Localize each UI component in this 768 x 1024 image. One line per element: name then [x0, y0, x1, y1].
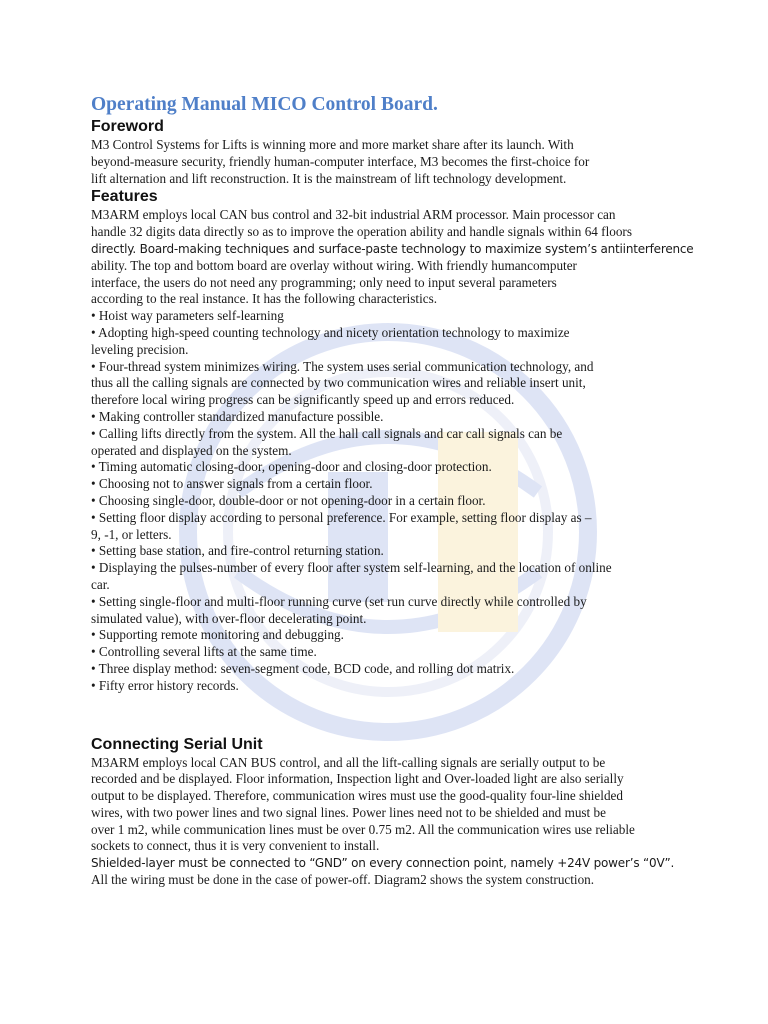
text-line: sockets to connect, thus it is very convenient to install.: [91, 838, 380, 854]
document-content: [91, 93, 694, 889]
text-line: Shielded-layer must be connected to “GND” on every connection point, namely +24V power’s “0V”.: [91, 856, 675, 871]
list-item: • Making controller standardized manufacture possible.: [91, 408, 384, 424]
list-item: • Setting base station, and fire-control returning station.: [91, 543, 384, 559]
list-item: • Setting single-floor and multi-floor running curve (set run curve directly while controlled by: [91, 593, 587, 609]
list-item: operated and displayed on the system.: [91, 442, 292, 458]
list-item: simulated value), with over-floor decelerating point.: [91, 610, 367, 626]
features-paragraph: [91, 207, 694, 308]
text-line: wires, with two power lines and two signal lines. Power lines need not to be shielded and must be: [91, 804, 606, 820]
text-line: output to be displayed. Therefore, communication wires must use the good-quality four-line shielded: [91, 788, 623, 804]
text-line: handle 32 digits data directly so as to improve the operation ability and handle signals within 64 floors: [91, 224, 632, 240]
text-line: All the wiring must be done in the case of power-off. Diagram2 shows the system construction.: [91, 872, 595, 888]
section-heading-features: Features: [91, 188, 158, 206]
list-item: • Controlling several lifts at the same time.: [91, 644, 317, 660]
list-item: 9, -1, or letters.: [91, 526, 172, 542]
list-item: • Timing automatic closing-door, opening-door and closing-door protection.: [91, 459, 492, 475]
list-item: car.: [91, 576, 110, 592]
list-item: • Choosing not to answer signals from a certain floor.: [91, 476, 373, 492]
section-heading-foreword: Foreword: [91, 118, 164, 135]
text-line: recorded and be displayed. Floor information, Inspection light and Over-loaded light are also serially: [91, 771, 624, 787]
text-line: M3 Control Systems for Lifts is winning more and more market share after its launch. With: [91, 137, 574, 152]
section-heading-connecting-serial-unit: Connecting Serial Unit: [91, 735, 263, 753]
features-bullet-list: [91, 308, 691, 694]
list-item: • Displaying the pulses-number of every floor after system self-learning, and the location of online: [91, 560, 612, 576]
list-item: • Setting floor display according to personal preference. For example, setting floor display as –: [91, 509, 592, 525]
list-item: • Three display method: seven-segment code, BCD code, and rolling dot matrix.: [91, 660, 515, 676]
list-item: • Adopting high-speed counting technology and nicety orientation technology to maximize: [91, 324, 570, 340]
text-line: M3ARM employs local CAN BUS control, and all the lift-calling signals are serially output to be: [91, 754, 606, 770]
text-line: over 1 m2, while communication lines must be over 0.75 m2. All the communication wires use reliable: [91, 821, 635, 837]
list-item: • Fifty error history records.: [91, 677, 239, 693]
list-item: thus all the calling signals are connected by two communication wires and reliable insert unit,: [91, 375, 586, 391]
text-line: beyond-measure security, friendly human-computer interface, M3 becomes the first-choice for: [91, 153, 590, 169]
foreword-paragraph: [91, 137, 691, 187]
text-line: according to the real instance. It has the following characteristics.: [91, 291, 438, 307]
list-item: • Calling lifts directly from the system. All the hall call signals and car call signals can be: [91, 425, 563, 441]
list-item: therefore local wiring progress can be significantly speed up and errors reduced.: [91, 392, 515, 408]
document-title: Operating Manual MICO Control Board.: [91, 94, 438, 115]
text-line: ability. The top and bottom board are overlay without wiring. With friendly humancomputer: [91, 257, 577, 273]
text-line: M3ARM employs local CAN bus control and 32-bit industrial ARM processor. Main processor can: [91, 207, 616, 223]
list-item: • Supporting remote monitoring and debugging.: [91, 627, 344, 643]
text-line: lift alternation and lift reconstruction. It is the mainstream of lift technology development.: [91, 170, 567, 186]
connecting-serial-unit-paragraph: [91, 755, 691, 889]
list-item: • Four-thread system minimizes wiring. The system uses serial communication technology, and: [91, 358, 594, 374]
list-item: • Hoist way parameters self-learning: [91, 308, 284, 324]
section-spacer: [91, 695, 691, 735]
text-line: interface, the users do not need any programming; only need to input several parameters: [91, 274, 557, 290]
list-item: leveling precision.: [91, 341, 189, 357]
text-line: directly. Board-making techniques and surface-paste technology to maximize system’s antiinterference: [91, 241, 694, 256]
list-item: • Choosing single-door, double-door or not opening-door in a certain floor.: [91, 492, 486, 508]
